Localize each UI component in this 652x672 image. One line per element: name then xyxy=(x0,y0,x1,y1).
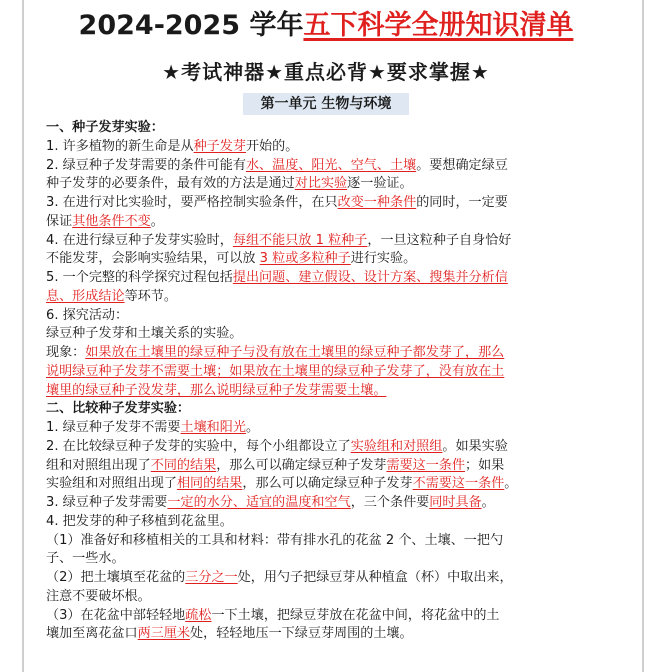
key-point: 不需要这一条件 xyxy=(412,476,505,492)
text-segment: ，那么可以确定绿豆种子发芽 xyxy=(216,457,387,473)
text-segment: 。 xyxy=(150,213,164,229)
text-segment: 绿豆种子发芽和土壤关系的实验。 xyxy=(46,326,243,342)
text-segment: 3. 绿豆种子发芽需要 xyxy=(46,495,168,510)
text-segment: ；如果 xyxy=(465,457,505,473)
key-point: 壤里的绿豆种子没发芽，那么说明绿豆种子发芽需要土壤。 xyxy=(46,382,387,398)
key-point: 如果放在土壤里的绿豆种子与没有放在土壤里的绿豆种子都发芽了，那么 xyxy=(85,345,505,360)
text-segment: （1）准备好和移植相关的工具和材料：带有排水孔的花盆 2 个、土壤、一把勺 xyxy=(46,532,504,548)
text-line xyxy=(46,569,606,588)
text-line xyxy=(46,232,606,251)
text-segment: ，一旦这粒种子自身恰好 xyxy=(367,232,512,248)
text-segment: 现象： xyxy=(46,345,86,360)
text-segment: 逐一验证。 xyxy=(347,176,413,192)
text-line xyxy=(46,550,606,569)
text-segment: 不能发芽，会影响实验结果，可以放 xyxy=(46,251,260,267)
document-title xyxy=(0,8,652,44)
key-point: 说明绿豆种子发芽不需要土壤；如果放在土壤里的绿豆种子发芽了，没有放在土 xyxy=(46,363,505,379)
section-heading: 二、比较种子发芽实验： xyxy=(46,401,191,417)
text-segment: 。如果实验 xyxy=(442,438,508,454)
unit-heading: 第一单元 生物与环境 xyxy=(243,93,409,115)
text-line xyxy=(46,194,606,213)
text-segment: （2）把土壤填至花盆的 xyxy=(46,570,186,585)
key-point: 改变一种条件 xyxy=(337,195,417,210)
text-segment: 5. 一个完整的科学探究过程包括 xyxy=(46,270,233,285)
key-point: 提出问题、建立假设、设计方案、搜集并分析信 xyxy=(232,270,508,285)
text-segment: ，三个条件要 xyxy=(350,495,430,510)
text-line xyxy=(46,607,606,626)
text-line xyxy=(46,213,606,232)
text-line xyxy=(46,513,606,532)
text-segment: 3. 在进行对比实验时，要严格控制实验条件，在只 xyxy=(46,195,338,210)
key-point: 两三厘米 xyxy=(137,626,191,642)
text-line xyxy=(46,138,606,157)
key-point: 相同的结果 xyxy=(176,476,243,492)
text-segment: 等环节。 xyxy=(124,288,177,304)
section-heading: 一、种子发芽实验： xyxy=(46,120,164,135)
text-segment: 种子发芽的必要条件，最有效的方法是通过 xyxy=(46,176,295,192)
key-point: 同时具备 xyxy=(429,495,482,510)
text-segment: 处，用勺子把绿豆芽从种植盒（杯）中取出来， xyxy=(237,570,513,585)
content-body xyxy=(46,119,606,644)
text-segment: 处，轻轻地压一下绿豆芽周围的土壤。 xyxy=(190,626,413,642)
text-segment: （3）在花盆中部轻轻地 xyxy=(46,607,186,623)
text-segment: 。要想确定绿豆 xyxy=(416,157,508,173)
page-border-left xyxy=(22,0,24,672)
text-segment: 开始的。 xyxy=(245,138,299,154)
text-line xyxy=(46,532,606,551)
text-segment: 子、一些水。 xyxy=(46,551,125,567)
text-segment: 2. 在比较绿豆种子发芽的实验中，每个小组都设立了 xyxy=(46,438,351,454)
subtitle-banner: ★考试神器★重点必背★要求掌握★ xyxy=(162,60,490,84)
key-point: 实验组和对照组 xyxy=(350,438,443,454)
page-border-right xyxy=(642,0,644,672)
key-point: 对比实验 xyxy=(294,176,348,192)
text-line xyxy=(46,175,606,194)
title-year: 2024-2025 学年 xyxy=(78,10,304,41)
text-segment: 保证 xyxy=(46,213,73,229)
text-segment: 4. 把发芽的种子移植到花盆里。 xyxy=(46,513,233,529)
text-segment: 的同时，一定要 xyxy=(416,195,508,210)
text-segment: 实验组和对照组出现了 xyxy=(46,476,177,492)
text-line xyxy=(46,475,606,494)
key-point: 不同的结果 xyxy=(150,457,217,473)
text-segment: 。 xyxy=(245,420,260,435)
text-segment: 进行实验。 xyxy=(350,251,417,267)
text-segment: 。 xyxy=(481,495,495,510)
text-line xyxy=(46,325,606,344)
text-line xyxy=(46,344,606,363)
key-point: 种子发芽 xyxy=(193,138,246,154)
text-line xyxy=(46,363,606,382)
text-line xyxy=(46,307,606,326)
text-line xyxy=(46,625,606,644)
text-segment: ，那么可以确定绿豆种子发芽 xyxy=(242,476,413,492)
text-line xyxy=(46,419,606,438)
text-segment: 2. 绿豆种子发芽需要的条件可能有 xyxy=(46,157,246,173)
text-segment: 1. 许多植物的新生命是从 xyxy=(46,138,194,154)
text-line xyxy=(46,382,606,401)
title-highlight: 五下科学全册知识清单 xyxy=(303,10,574,41)
key-point: 3 粒或多粒种子 xyxy=(259,251,351,267)
key-point: 每组不能只放 1 粒种子 xyxy=(232,232,368,248)
text-segment: 1. 绿豆种子发芽不需要 xyxy=(46,420,181,435)
key-point: 土壤和阳光 xyxy=(180,420,246,435)
text-segment: 组和对照组出现了 xyxy=(46,457,151,473)
text-line xyxy=(46,157,606,176)
text-line xyxy=(46,588,606,607)
key-point: 一定的水分、适宜的温度和空气 xyxy=(167,495,351,510)
key-point: 疏松 xyxy=(185,607,212,623)
key-point: 需要这一条件 xyxy=(386,457,465,473)
key-point: 水、温度、阳光、空气、土壤 xyxy=(245,157,417,173)
text-line xyxy=(46,438,606,457)
text-segment: 。 xyxy=(504,476,518,492)
text-segment: 注意不要破坏根。 xyxy=(46,588,151,604)
text-segment: 壤加至离花盆口 xyxy=(46,626,138,642)
key-point: 息、形成结论 xyxy=(46,288,125,304)
key-point: 三分之一 xyxy=(185,570,238,585)
text-line xyxy=(46,288,606,307)
text-line xyxy=(46,457,606,476)
text-line xyxy=(46,494,606,513)
text-segment: 4. 在进行绿豆种子发芽实验时， xyxy=(46,232,233,248)
text-line xyxy=(46,250,606,269)
text-segment: 6. 探究活动： xyxy=(46,307,129,323)
key-point: 其他条件不变 xyxy=(72,213,151,229)
text-segment: 一下土壤，把绿豆芽放在花盆中间，将花盆中的土 xyxy=(211,607,500,623)
text-line xyxy=(46,269,606,288)
